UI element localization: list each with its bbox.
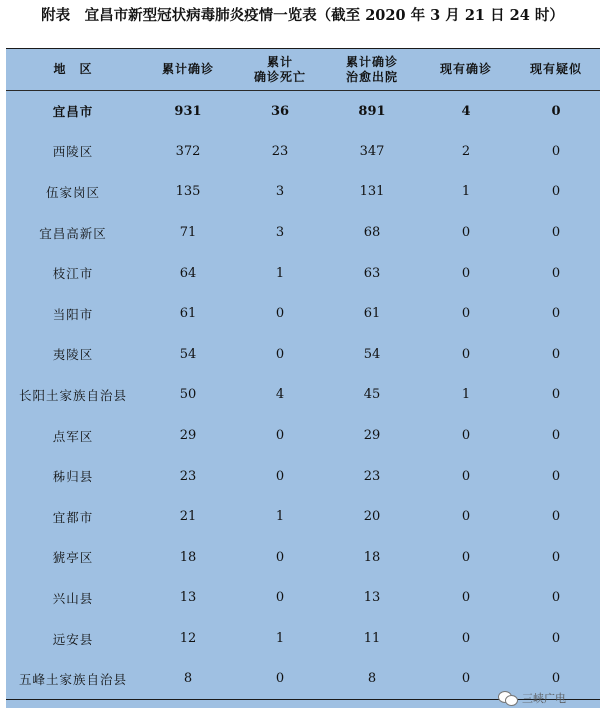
suspected-cell: 0 [551,631,561,647]
region-cell: 长阳土家族自治县 [18,387,127,403]
suspected-cell: 0 [551,549,561,565]
current-cell: 0 [461,468,471,484]
current-cell: 2 [461,143,471,159]
confirmed-cell: 372 [175,143,201,159]
deaths-cell: 36 [270,103,290,119]
suspected-cell: 0 [551,387,561,403]
table-row [6,334,600,375]
confirmed-cell: 18 [179,549,197,565]
confirmed-cell: 13 [179,590,197,606]
wechat-icon [498,690,518,706]
deaths-cell: 0 [275,468,285,484]
table-row [6,212,600,253]
table-row [6,537,600,578]
confirmed-cell: 71 [179,225,197,241]
region-cell: 点军区 [52,428,94,444]
header-region: 地 区 [6,49,140,91]
current-cell: 0 [461,631,471,647]
table-row [6,456,600,497]
deaths-cell: 0 [275,428,285,444]
cured-cell: 61 [363,306,381,322]
suspected-cell: 0 [551,306,561,322]
cured-cell: 891 [358,103,386,119]
header-cured-line2: 治愈出院 [345,69,398,84]
table-row [6,415,600,456]
cured-cell: 63 [363,265,381,281]
header-cured-line1: 累计确诊 [345,54,398,69]
deaths-cell: 0 [275,346,285,362]
cured-cell: 131 [359,184,385,200]
region-cell: 枝江市 [52,266,94,282]
cured-cell: 20 [363,509,381,525]
current-cell: 1 [461,387,471,403]
header-suspected: 现有疑似 [512,49,600,91]
confirmed-cell: 931 [174,103,202,119]
region-cell: 猇亭区 [52,550,94,566]
current-cell: 0 [461,509,471,525]
current-cell: 0 [461,428,471,444]
region-cell: 宜昌市 [52,104,94,120]
confirmed-cell: 21 [179,509,197,525]
confirmed-cell: 50 [179,387,197,403]
deaths-cell: 4 [275,387,285,403]
current-cell: 0 [461,265,471,281]
deaths-cell: 0 [275,549,285,565]
current-cell: 0 [461,346,471,362]
region-cell: 远安县 [52,631,94,647]
confirmed-cell: 8 [140,659,236,700]
suspected-cell: 0 [551,103,561,119]
cured-cell: 29 [363,428,381,444]
header-current: 现有确诊 [420,49,512,91]
region-cell: 五峰土家族自治县 [6,659,140,700]
deaths-cell: 3 [275,184,285,200]
region-cell: 西陵区 [52,144,94,160]
suspected-cell: 0 [512,659,600,700]
region-cell: 伍家岗区 [45,184,100,200]
header-deaths [236,49,324,91]
current-cell: 0 [461,225,471,241]
watermark [498,688,566,708]
table-row [6,618,600,659]
current-cell: 0 [420,659,512,700]
region-cell: 宜昌高新区 [39,225,107,241]
current-cell: 0 [461,549,471,565]
cured-cell: 18 [363,549,381,565]
header-deaths-line1: 累计 [266,54,293,69]
suspected-cell: 0 [551,509,561,525]
cured-cell: 68 [363,225,381,241]
region-cell: 夷陵区 [52,347,94,363]
current-cell: 4 [461,103,471,119]
deaths-cell: 0 [275,590,285,606]
deaths-cell: 1 [275,509,285,525]
region-cell: 当阳市 [52,306,94,322]
table-row [6,91,600,132]
region-cell: 兴山县 [52,590,94,606]
region-cell: 宜都市 [52,509,94,525]
cured-cell: 13 [363,590,381,606]
current-cell: 1 [461,184,471,200]
table-body [6,91,600,700]
deaths-cell: 0 [236,659,324,700]
suspected-cell: 0 [551,143,561,159]
deaths-cell: 0 [275,306,285,322]
table-row [6,172,600,213]
table-row [6,253,600,294]
confirmed-cell: 23 [179,468,197,484]
epidemic-table-container [6,48,600,708]
table-row [6,375,600,416]
cured-cell: 54 [363,346,381,362]
deaths-cell: 1 [275,631,285,647]
confirmed-cell: 61 [179,306,197,322]
table-row [6,131,600,172]
table-row [6,496,600,537]
header-confirmed: 累计确诊 [140,49,236,91]
cured-cell: 11 [363,631,381,647]
suspected-cell: 0 [551,184,561,200]
table-header [6,49,600,91]
epidemic-table [6,48,600,700]
cured-cell: 347 [359,143,385,159]
deaths-cell: 3 [275,225,285,241]
deaths-cell: 1 [275,265,285,281]
confirmed-cell: 135 [175,184,201,200]
suspected-cell: 0 [551,225,561,241]
header-row [6,49,600,91]
header-cured [324,49,420,91]
current-cell: 0 [461,590,471,606]
region-cell: 秭归县 [52,469,94,485]
suspected-cell: 0 [551,590,561,606]
current-cell: 0 [461,306,471,322]
deaths-cell: 23 [271,143,289,159]
table-row [6,293,600,334]
cured-cell: 8 [324,659,420,700]
suspected-cell: 0 [551,346,561,362]
page-title: 附表 宜昌市新型冠状病毒肺炎疫情一览表（截至 2020 年 3 月 21 日 24 时） [41,7,564,24]
suspected-cell: 0 [551,428,561,444]
watermark-text: 三峡广电 [522,692,566,705]
suspected-cell: 0 [551,265,561,281]
cured-cell: 23 [363,468,381,484]
confirmed-cell: 12 [179,631,197,647]
header-deaths-line2: 确诊死亡 [253,69,306,84]
confirmed-cell: 29 [179,428,197,444]
cured-cell: 45 [363,387,381,403]
confirmed-cell: 54 [179,346,197,362]
suspected-cell: 0 [551,468,561,484]
confirmed-cell: 64 [179,265,197,281]
table-row [6,578,600,619]
